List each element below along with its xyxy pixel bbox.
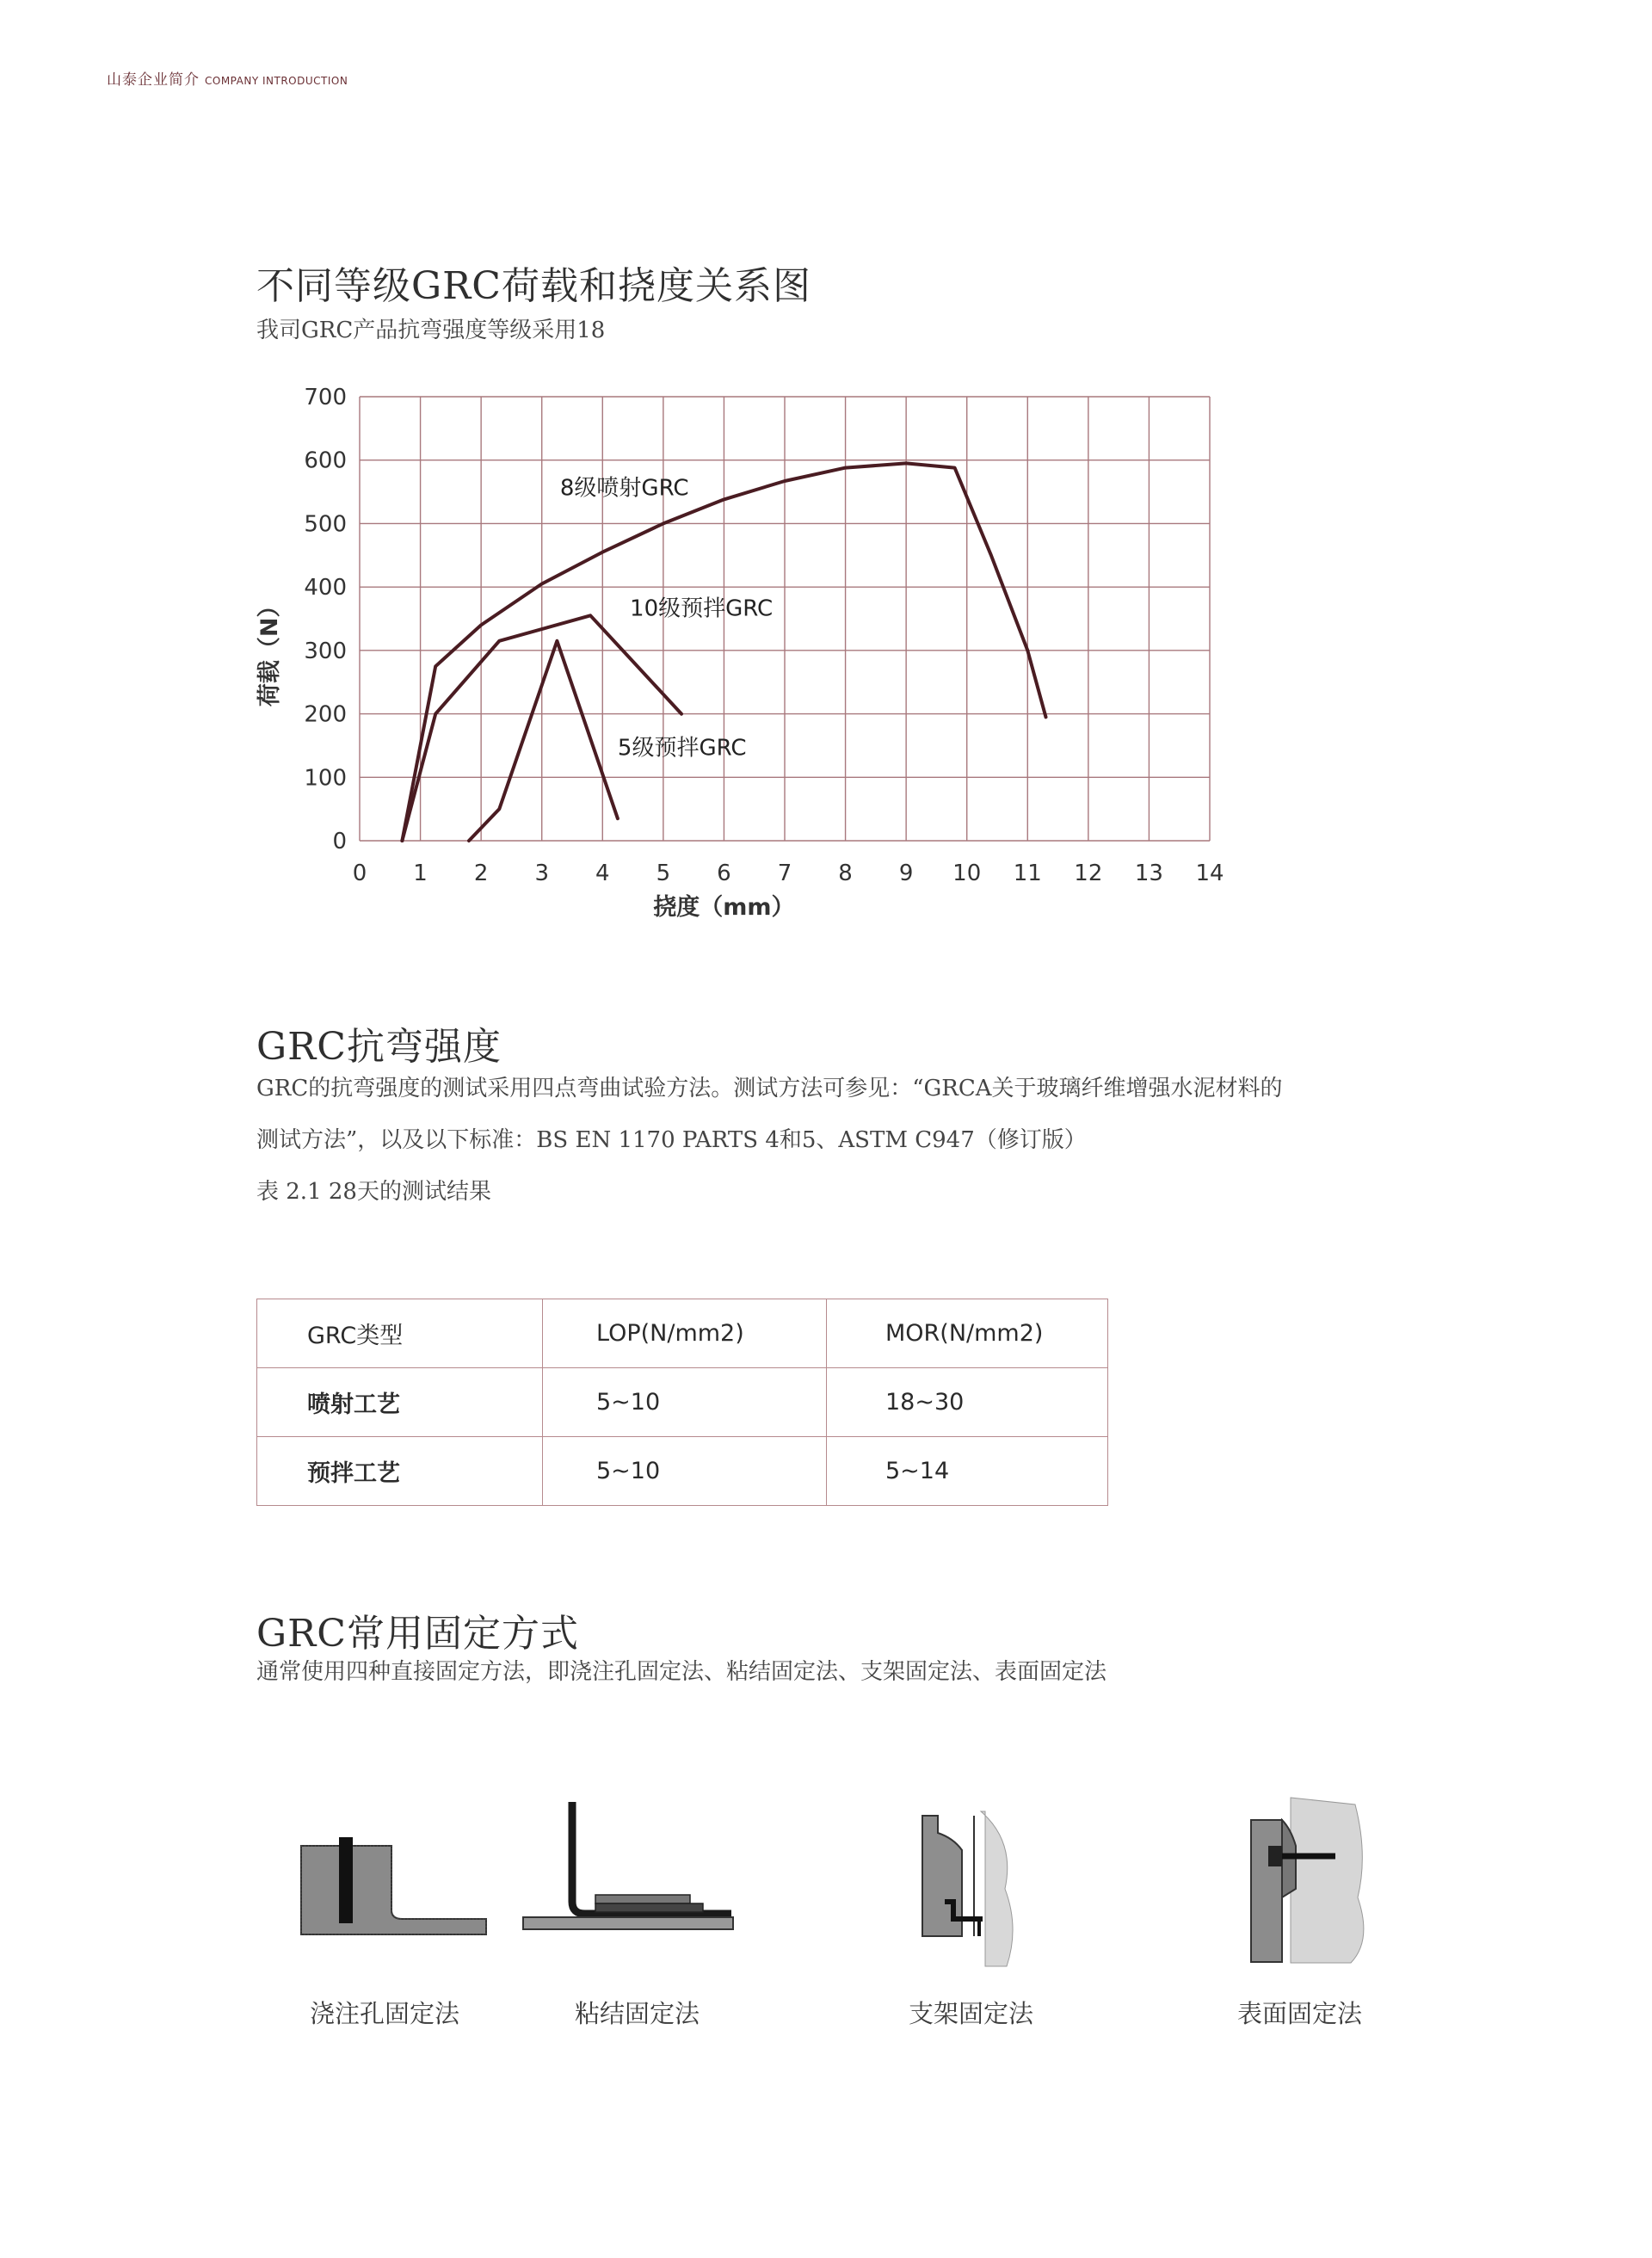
x-axis-label: 挠度（mm） <box>653 894 795 921</box>
x-tick-label: 8 <box>838 861 853 886</box>
series-label-3: 5级预拌GRC <box>617 735 747 762</box>
surface-fixing-illustration <box>1239 1794 1377 1966</box>
table-header-row <box>257 1299 1108 1368</box>
table-header-lop: LOP(N/mm2) <box>543 1299 827 1368</box>
strength-section-title: GRC抗弯强度 <box>256 1025 502 1069</box>
table-row <box>257 1437 1108 1506</box>
chart-section-subtitle: 我司GRC产品抗弯强度等级采用18 <box>256 318 606 343</box>
figure-label-pour-hole: 浇注孔固定法 <box>310 1999 460 2028</box>
x-tick-label: 1 <box>413 861 428 886</box>
table-header-mor: MOR(N/mm2) <box>827 1299 1108 1368</box>
table-header-type: GRC类型 <box>257 1299 543 1368</box>
y-axis-label: 荷载（N） <box>256 594 283 707</box>
y-tick-label: 100 <box>304 765 347 792</box>
figure-label-bonding: 粘结固定法 <box>575 1999 700 2028</box>
table-cell-lop: 5~10 <box>543 1368 827 1437</box>
y-tick-label: 400 <box>304 575 347 602</box>
x-tick-label: 7 <box>777 861 792 886</box>
table-cell-type: 喷射工艺 <box>257 1368 543 1437</box>
header-cn: 山泰企业简介 <box>107 71 200 89</box>
bonding-fixing-illustration <box>516 1798 740 1945</box>
table-caption: 表 2.1 28天的测试结果 <box>256 1179 491 1205</box>
bracket-fixing-illustration <box>912 1807 1024 1971</box>
load-deflection-chart <box>0 0 1652 947</box>
figure-label-bracket: 支架固定法 <box>909 1999 1034 2028</box>
y-tick-label: 300 <box>304 638 347 664</box>
table-cell-mor: 5~14 <box>827 1437 1108 1506</box>
fixing-section-subtitle: 通常使用四种直接固定方法，即浇注孔固定法、粘结固定法、支架固定法、表面固定法 <box>256 1659 1107 1685</box>
test-results-table <box>256 1299 1108 1506</box>
table-row <box>257 1368 1108 1437</box>
x-tick-label: 4 <box>595 861 610 886</box>
x-tick-label: 13 <box>1134 861 1163 886</box>
x-tick-label: 10 <box>952 861 982 886</box>
table-cell-type: 预拌工艺 <box>257 1437 543 1506</box>
series-label-1: 8级喷射GRC <box>559 475 689 502</box>
x-tick-label: 0 <box>352 861 367 886</box>
x-tick-label: 3 <box>534 861 549 886</box>
fixing-section-title: GRC常用固定方式 <box>256 1612 579 1656</box>
table-cell-lop: 5~10 <box>543 1437 827 1506</box>
y-tick-label: 600 <box>304 447 347 474</box>
series-label-2: 10级预拌GRC <box>630 595 774 622</box>
chart-section-title: 不同等级GRC荷载和挠度关系图 <box>256 264 811 308</box>
y-tick-label: 700 <box>304 385 347 410</box>
x-tick-label: 2 <box>473 861 489 886</box>
x-tick-label: 14 <box>1195 861 1224 886</box>
x-tick-label: 11 <box>1013 861 1042 886</box>
x-tick-label: 9 <box>898 861 914 886</box>
series-line-3 <box>469 641 618 841</box>
y-tick-label: 0 <box>332 829 347 854</box>
table-cell-mor: 18~30 <box>827 1368 1108 1437</box>
strength-paragraph-line2: 测试方法”，以及以下标准：BS EN 1170 PARTS 4和5、ASTM C947（修订版） <box>256 1127 1087 1153</box>
figure-label-surface: 表面固定法 <box>1237 1999 1363 2028</box>
y-tick-label: 200 <box>304 701 347 728</box>
pour-hole-fixing-illustration <box>293 1807 499 1945</box>
y-tick-label: 500 <box>304 511 347 538</box>
strength-paragraph-line1: GRC的抗弯强度的测试采用四点弯曲试验方法。测试方法可参见：“GRCA关于玻璃纤维增强水泥材料的 <box>256 1076 1283 1101</box>
x-tick-label: 6 <box>717 861 731 886</box>
x-tick-label: 12 <box>1074 861 1103 886</box>
x-tick-label: 5 <box>656 861 671 886</box>
header-en: COMPANY INTRODUCTION <box>205 75 348 87</box>
